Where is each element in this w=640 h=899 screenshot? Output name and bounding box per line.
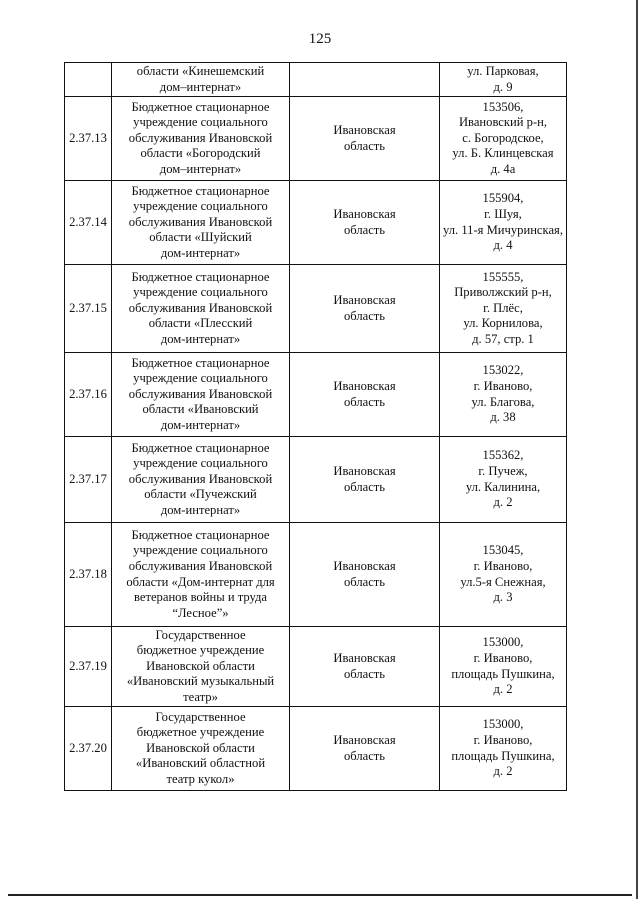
region-cell xyxy=(290,437,440,523)
region-line: область xyxy=(343,666,386,681)
institution-name-line: учреждение социального xyxy=(133,285,268,300)
row-number: 2.37.20 xyxy=(65,707,112,791)
institution-name-cell xyxy=(112,97,290,181)
address-line: ул. Б. Клинцевская xyxy=(452,146,554,161)
institution-name-line: театр кукол» xyxy=(166,771,235,786)
row-number: 2.37.14 xyxy=(65,181,112,265)
institution-name-line: Государственное xyxy=(155,709,246,724)
row-number: 2.37.18 xyxy=(65,523,112,627)
address-line: д. 2 xyxy=(493,764,513,779)
address-line: Приволжский р-н, xyxy=(454,285,552,300)
table-row xyxy=(65,437,567,523)
region-cell xyxy=(290,181,440,265)
institution-name-line: ветеранов войны и труда xyxy=(134,590,267,605)
table-row xyxy=(65,707,567,791)
institution-name-cell xyxy=(112,437,290,523)
address-line: д. 4 xyxy=(493,238,513,253)
address-line: д. 2 xyxy=(493,495,513,510)
institution-name-line: обслуживания Ивановской xyxy=(128,386,273,401)
region-cell xyxy=(290,97,440,181)
region-line: область xyxy=(343,574,386,589)
address-line: д. 57, стр. 1 xyxy=(472,331,534,346)
institution-name-line: Бюджетное стационарное xyxy=(131,269,270,284)
region-cell xyxy=(290,707,440,791)
address-cell xyxy=(440,353,567,437)
address-line: д. 9 xyxy=(493,79,513,94)
institution-name-line: “Лесное”» xyxy=(172,605,229,620)
institution-name-line: обслуживания Ивановской xyxy=(128,300,273,315)
address-line: ул. Корнилова, xyxy=(463,316,543,331)
address-line: Ивановский р-н, xyxy=(458,115,548,130)
address-line: г. Плёс, xyxy=(483,300,523,315)
row-number: 2.37.19 xyxy=(65,627,112,707)
address-line: г. Иваново, xyxy=(473,378,533,393)
address-line: 155904, xyxy=(482,191,524,206)
institution-name-line: учреждение социального xyxy=(133,199,268,214)
address-cell xyxy=(440,707,567,791)
institution-name-cell xyxy=(112,265,290,353)
table-row xyxy=(65,265,567,353)
address-line: 153000, xyxy=(482,717,524,732)
table-row xyxy=(65,181,567,265)
row-number xyxy=(65,63,112,97)
institution-name-line: Ивановской области xyxy=(146,658,255,673)
address-line: д. 4а xyxy=(490,161,516,176)
institution-name-line: дом–интернат» xyxy=(159,161,242,176)
institution-name-line: дом-интернат» xyxy=(160,245,241,260)
region-line: Ивановская xyxy=(333,650,396,665)
address-line: ул. Калинина, xyxy=(465,479,541,494)
institution-name-line: бюджетное учреждение xyxy=(136,643,265,658)
row-number: 2.37.15 xyxy=(65,265,112,353)
institution-name-cell xyxy=(112,181,290,265)
address-line: г. Пучеж, xyxy=(478,463,528,478)
address-line: 153000, xyxy=(482,635,524,650)
region-cell xyxy=(290,353,440,437)
region-line: область xyxy=(343,748,386,763)
institution-name-line: обслуживания Ивановской xyxy=(128,471,273,486)
institution-name-cell xyxy=(112,523,290,627)
row-number: 2.37.17 xyxy=(65,437,112,523)
address-cell xyxy=(440,97,567,181)
institution-name-line: театр» xyxy=(183,689,218,704)
row-number: 2.37.16 xyxy=(65,353,112,437)
institution-name-cell xyxy=(112,627,290,707)
institution-name-line: области «Плесский xyxy=(148,316,253,331)
institution-name-line: учреждение социального xyxy=(133,543,268,558)
row-number: 2.37.13 xyxy=(65,97,112,181)
institution-name-line: Государственное xyxy=(155,627,246,642)
institution-name-line: Бюджетное стационарное xyxy=(131,527,270,542)
address-line: 155362, xyxy=(482,448,524,463)
institution-name-line: области «Пучежский xyxy=(144,487,257,502)
institution-name-line: области «Шуйский xyxy=(149,230,252,245)
address-cell xyxy=(440,627,567,707)
institution-name-line: Бюджетное стационарное xyxy=(131,355,270,370)
table-row xyxy=(65,97,567,181)
region-line: область xyxy=(343,138,386,153)
institution-name-line: области «Дом-интернат для xyxy=(126,574,275,589)
region-line: Ивановская xyxy=(333,378,396,393)
institution-name-line: Бюджетное стационарное xyxy=(131,183,270,198)
region-cell xyxy=(290,265,440,353)
institution-name-line: Бюджетное стационарное xyxy=(131,99,270,114)
table-row xyxy=(65,523,567,627)
region-line: область xyxy=(343,308,386,323)
institution-name-line: обслуживания Ивановской xyxy=(128,130,273,145)
region-line: область xyxy=(343,222,386,237)
institution-name-line: Бюджетное стационарное xyxy=(131,440,270,455)
institution-name-line: области «Ивановский xyxy=(142,402,259,417)
institution-name-line: Ивановской области xyxy=(146,740,255,755)
institution-name-line: учреждение социального xyxy=(133,115,268,130)
region-line: Ивановская xyxy=(333,122,396,137)
address-line: 153506, xyxy=(482,99,524,114)
address-line: г. Шуя, xyxy=(484,206,522,221)
table-row xyxy=(65,63,567,97)
institution-name-line: дом–интернат» xyxy=(159,79,242,94)
table-row xyxy=(65,353,567,437)
page-number: 125 xyxy=(308,31,332,47)
address-line: д. 3 xyxy=(493,590,513,605)
address-line: ул. Благова, xyxy=(471,394,535,409)
institution-name-cell xyxy=(112,63,290,97)
institution-name-line: обслуживания Ивановской xyxy=(128,214,273,229)
table-row xyxy=(65,627,567,707)
institution-name-line: дом-интернат» xyxy=(160,331,241,346)
address-line: ул.5-я Снежная, xyxy=(460,574,546,589)
institution-name-line: «Ивановский музыкальный xyxy=(126,674,275,689)
address-cell xyxy=(440,63,567,97)
institution-name-line: дом-интернат» xyxy=(160,502,241,517)
address-line: 153022, xyxy=(482,363,524,378)
address-line: ул. Парковая, xyxy=(467,63,539,78)
institution-name-line: учреждение социального xyxy=(133,456,268,471)
region-line: область xyxy=(343,479,386,494)
table-body xyxy=(65,63,567,791)
address-line: г. Иваново, xyxy=(473,558,533,573)
institution-name-line: бюджетное учреждение xyxy=(136,725,265,740)
region-line: область xyxy=(343,394,386,409)
address-line: г. Иваново, xyxy=(473,650,533,665)
institution-name-line: учреждение социального xyxy=(133,371,268,386)
region-line: Ивановская xyxy=(333,463,396,478)
region-line: Ивановская xyxy=(333,732,396,747)
address-line: площадь Пушкина, xyxy=(451,666,555,681)
region-line: Ивановская xyxy=(333,292,396,307)
institutions-table xyxy=(64,62,567,791)
address-line: д. 38 xyxy=(490,410,516,425)
institution-name-line: области «Кинешемский xyxy=(136,63,265,78)
address-cell xyxy=(440,523,567,627)
address-line: ул. 11-я Мичуринская, xyxy=(443,222,563,237)
institution-name-line: обслуживания Ивановской xyxy=(128,558,273,573)
region-line: Ивановская xyxy=(333,206,396,221)
region-cell xyxy=(290,627,440,707)
institution-name-cell xyxy=(112,353,290,437)
region-cell xyxy=(290,523,440,627)
address-line: 153045, xyxy=(482,543,524,558)
address-cell xyxy=(440,265,567,353)
institution-name-line: области «Богородский xyxy=(140,146,261,161)
address-line: с. Богородское, xyxy=(462,130,544,145)
scan-right-edge xyxy=(636,0,638,899)
address-cell xyxy=(440,181,567,265)
institution-name-line: дом-интернат» xyxy=(160,417,241,432)
address-line: 155555, xyxy=(482,269,524,284)
address-cell xyxy=(440,437,567,523)
institution-name-cell xyxy=(112,707,290,791)
institution-name-line: «Ивановский областной xyxy=(135,756,266,771)
scan-bottom-edge xyxy=(8,894,632,896)
region-cell xyxy=(290,63,440,97)
address-line: г. Иваново, xyxy=(473,732,533,747)
address-line: площадь Пушкина, xyxy=(451,748,555,763)
address-line: д. 2 xyxy=(493,682,513,697)
region-line: Ивановская xyxy=(333,558,396,573)
